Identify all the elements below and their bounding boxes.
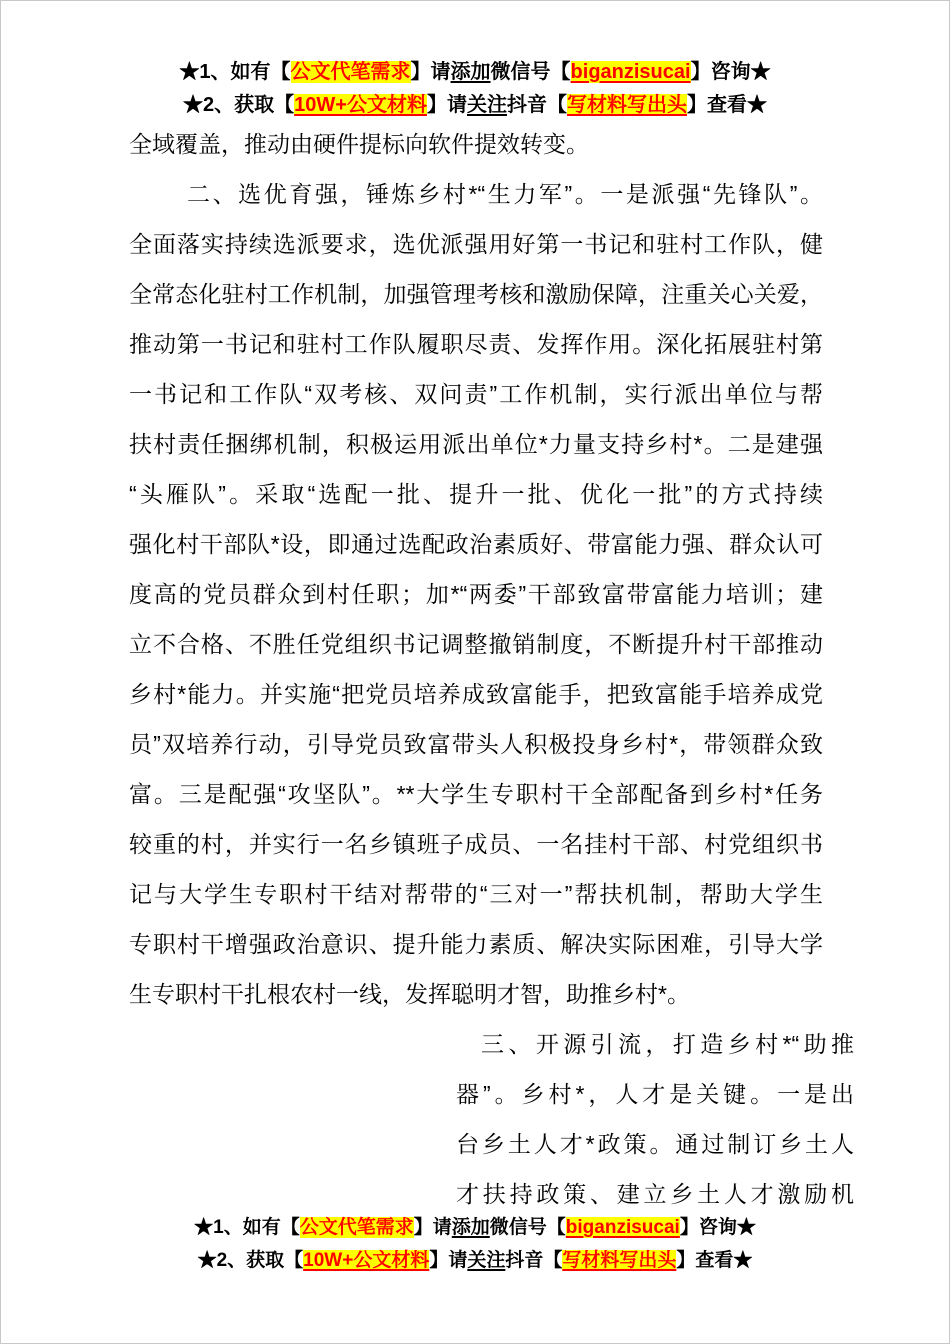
highlighted-keyword: 10W+公文材料 <box>303 1250 430 1271</box>
banner-text: 】请 <box>413 1217 452 1238</box>
text-line: 专职村干增强政治意识、提升能力素质、解决实际困难，引导大学 <box>129 931 823 957</box>
banner-text: 】请 <box>426 94 467 116</box>
document-body <box>129 119 854 1219</box>
promo-banner-line-1 <box>1 56 949 89</box>
paragraph-section-three <box>456 1019 854 1219</box>
text-line: 生专职村干扎根农村一线，发挥聪明才智，助推乡村*。 <box>129 981 690 1007</box>
text-line: 推动第一书记和驻村工作队履职尽责、发挥作用。深化拓展驻村第 <box>129 331 823 357</box>
promo-banner-bottom <box>1 1211 949 1277</box>
douyin-handle: 写材料写出头 <box>562 1250 677 1271</box>
banner-text: 】咨询★ <box>690 61 771 83</box>
text-line: 员”双培养行动，引导党员致富带头人积极投身乡村*，带领群众致 <box>129 731 823 757</box>
text-line: 立不合格、不胜任党组织书记调整撤销制度，不断提升村干部推动 <box>129 631 823 657</box>
paragraph-section-two <box>129 169 823 1019</box>
text-line: 才扶持政策、建立乡土人才激励机 <box>456 1181 854 1207</box>
promo-banner-line-1 <box>1 1211 949 1244</box>
banner-text: 】查看★ <box>686 94 767 116</box>
promo-banner-line-2 <box>1 1244 949 1277</box>
banner-text: 微信号【 <box>489 1217 566 1238</box>
text-line: 二、选优育强，锤炼乡村*“生力军”。一是派强“先锋队”。 <box>187 181 823 207</box>
text-line: 台乡土人才*政策。通过制订乡土人 <box>456 1131 854 1157</box>
banner-text: ★1、如有【 <box>194 1217 300 1238</box>
text-line: 器”。乡村*，人才是关键。一是出 <box>456 1081 854 1107</box>
banner-text: ★2、获取【 <box>197 1250 304 1271</box>
underlined-word: 关注 <box>467 1250 506 1271</box>
underlined-word: 添加 <box>450 61 491 83</box>
banner-text: 抖音【 <box>506 94 567 116</box>
banner-text: 微信号【 <box>490 61 571 83</box>
wechat-id: biganzisucai <box>565 1217 680 1238</box>
text-line: 三、开源引流，打造乡村*“助推 <box>481 1031 854 1057</box>
douyin-handle: 写材料写出头 <box>566 94 687 116</box>
banner-text: 】查看★ <box>676 1250 753 1271</box>
highlighted-keyword: 公文代笔需求 <box>299 1217 414 1238</box>
text-line: 全域覆盖，推动由硬件提标向软件提效转变。 <box>129 131 589 157</box>
text-line: 一书记和工作队“双考核、双问责”工作机制，实行派出单位与帮 <box>129 381 823 407</box>
text-line: 富。三是配强“攻坚队”。**大学生专职村干全部配备到乡村*任务 <box>129 781 823 807</box>
banner-text: 】请 <box>429 1250 468 1271</box>
text-line: “头雁队”。采取“选配一批、提升一批、优化一批”的方式持续 <box>129 481 823 507</box>
underlined-word: 关注 <box>466 94 507 116</box>
text-line: 乡村*能力。并实施“把党员培养成致富能手，把致富能手培养成党 <box>129 681 823 707</box>
underlined-word: 添加 <box>451 1217 490 1238</box>
text-line: 记与大学生专职村干结对帮带的“三对一”帮扶机制，帮助大学生 <box>129 881 823 907</box>
highlighted-keyword: 10W+公文材料 <box>294 94 427 116</box>
banner-text: 】请 <box>410 61 451 83</box>
wechat-id: biganzisucai <box>570 61 691 83</box>
text-line: 强化村干部队*设，即通过选配政治素质好、带富能力强、群众认可 <box>129 531 823 557</box>
banner-text: ★2、获取【 <box>183 94 295 116</box>
banner-text: 抖音【 <box>505 1250 563 1271</box>
paragraph-continuation <box>129 119 823 169</box>
text-line: 全面落实持续选派要求，选优派强用好第一书记和驻村工作队，健 <box>129 231 823 257</box>
banner-text: 】咨询★ <box>679 1217 756 1238</box>
banner-text: ★1、如有【 <box>179 61 291 83</box>
promo-banner-line-2 <box>1 89 949 122</box>
text-line: 全常态化驻村工作机制，加强管理考核和激励保障，注重关心关爱， <box>129 281 823 307</box>
text-line: 较重的村，并实行一名乡镇班子成员、一名挂村干部、村党组织书 <box>129 831 823 857</box>
text-line: 度高的党员群众到村任职；加*“两委”干部致富带富能力培训；建 <box>129 581 823 607</box>
highlighted-keyword: 公文代笔需求 <box>290 61 411 83</box>
text-line: 扶村责任捆绑机制，积极运用派出单位*力量支持乡村*。二是建强 <box>129 431 823 457</box>
promo-banner-top <box>1 56 949 122</box>
